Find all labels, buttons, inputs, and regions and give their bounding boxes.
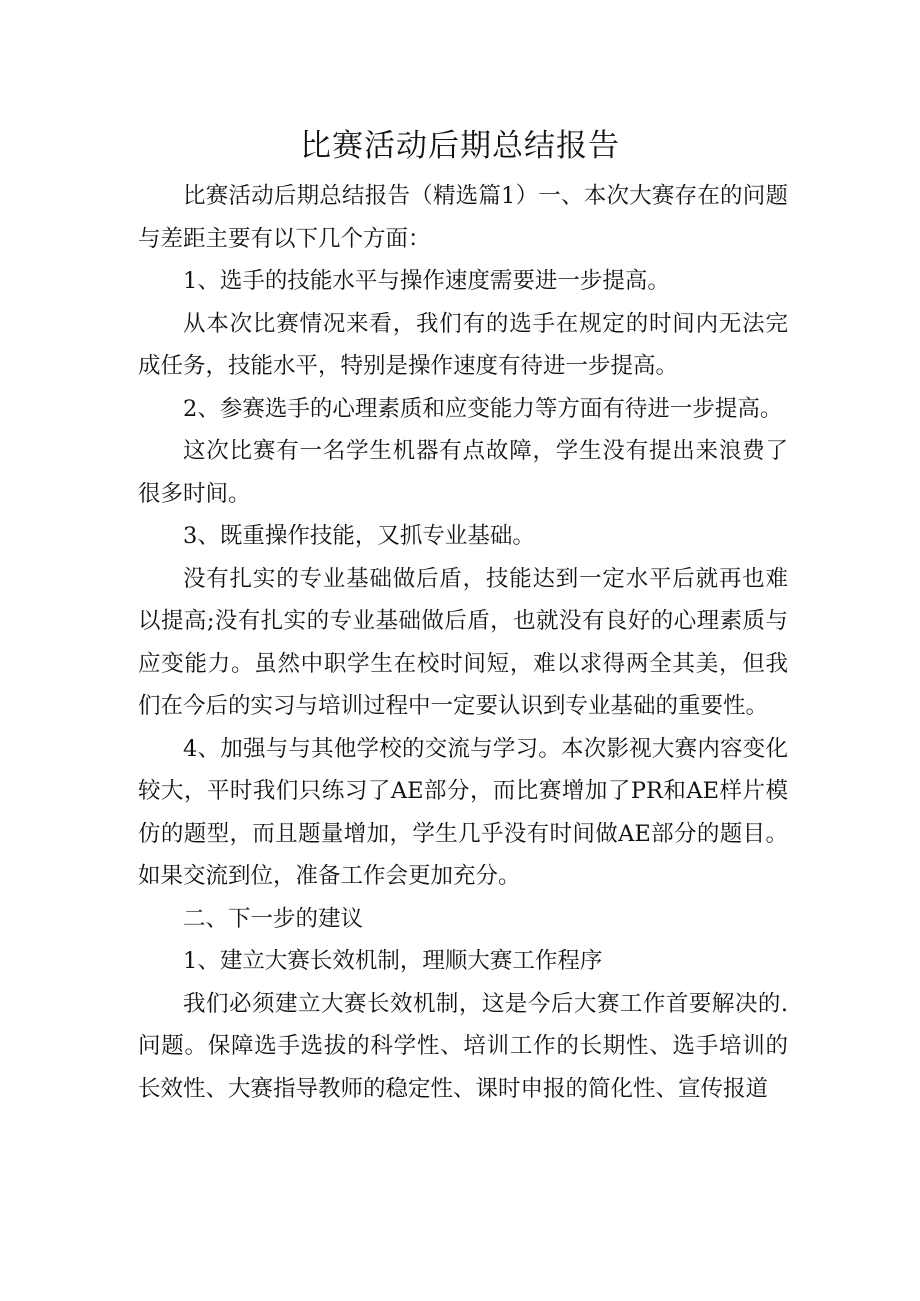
paragraph-item-2-text: 这次比赛有一名学生机器有点故障，学生没有提出来浪费了很多时间。: [138, 438, 788, 507]
section-2-heading: 二、下一步的建议: [183, 905, 364, 932]
paragraph-item-4: 4、加强与与其他学校的交流与学习。本次影视大赛内容变化较大，平时我们只练习了AE部分，而比赛增加了PR和AE样片模仿的题型，而且题量增加，学生几乎没有时间做AE部分的题目。如果交流到位，准备工作会更加充分。: [138, 735, 788, 889]
paragraph-item-3-heading: 3、既重操作技能，又抓专业基础。: [183, 523, 535, 549]
paragraph-suggestion-1-text: 我们必须建立大赛长效机制，这是今后大赛工作首要解决的.问题。保障选手选拔的科学性、培训工作的长期性、选手培训的长效性、大赛指导教师的稳定性、课时申报的简化性、宣传报道: [138, 990, 788, 1102]
paragraph-item-3-text: 没有扎实的专业基础做后盾，技能达到一定水平后就再也难以提高;没有扎实的专业基础做后盾，也就没有良好的心理素质与应变能力。虽然中职学生在校时间短，难以求得两全其美，但我们在今后的实习与培训过程中一定要认识到专业基础的重要性。: [138, 565, 788, 719]
document-body: [138, 175, 788, 1110]
paragraph-item-2-heading: 2、参赛选手的心理素质和应变能力等方面有待进一步提高。: [183, 395, 783, 422]
paragraph-item-1-heading: 1、选手的技能水平与操作速度需要进一步提高。: [183, 268, 670, 294]
paragraph-item-1-text: 从本次比赛情况来看，我们有的选手在规定的时间内无法完成任务，技能水平，特别是操作速度有待进一步提高。: [138, 310, 788, 379]
document-title: 比赛活动后期总结报告: [300, 128, 620, 164]
paragraph-intro: 比赛活动后期总结报告（精选篇1）一、本次大赛存在的问题与差距主要有以下几个方面：: [138, 183, 788, 252]
paragraph-suggestion-1-heading: 1、建立大赛长效机制，理顺大赛工作程序: [183, 948, 603, 974]
